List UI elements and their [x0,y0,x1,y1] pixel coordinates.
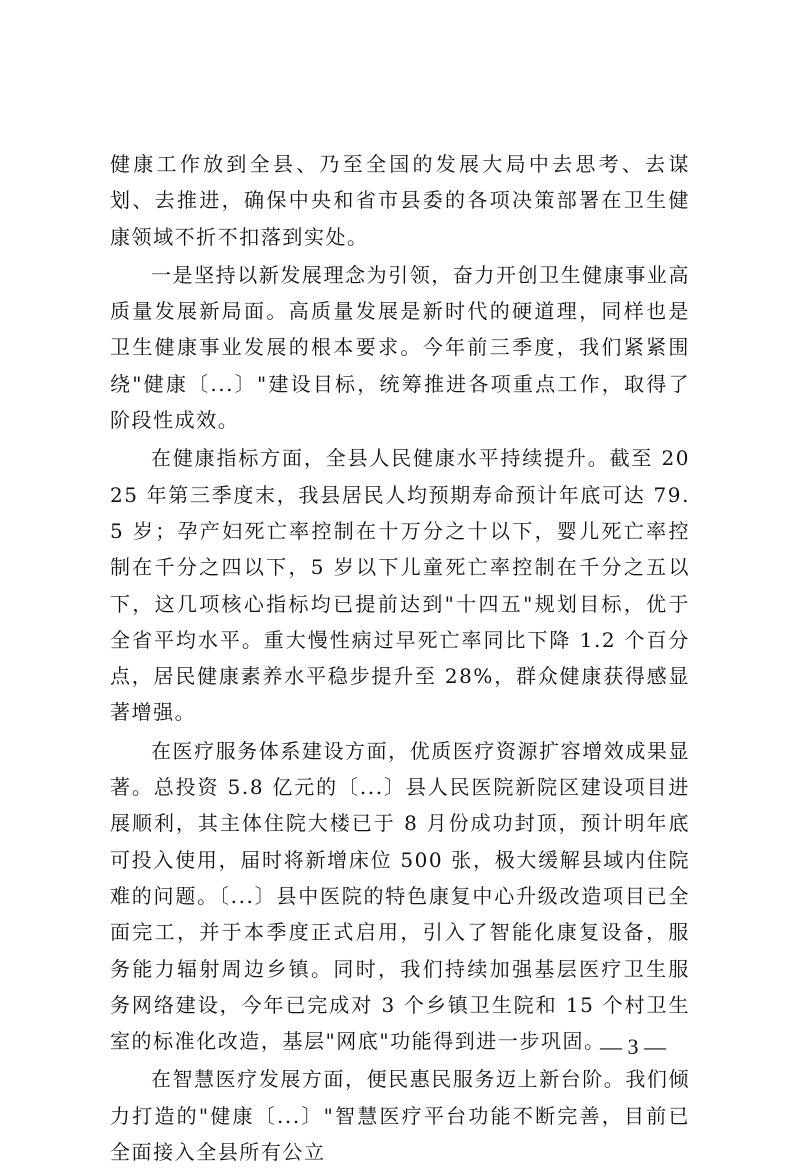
paragraph-smart-medical: 在智慧医疗发展方面，便民惠民服务迈上新台阶。我们倾力打造的"健康〔...〕"智慧医疗平台功能不断完善，目前已全面接入全县所有公立 [110,1067,690,1165]
page-number: — 3 — [600,1034,666,1059]
paragraph-health-indicators: 在健康指标方面，全县人民健康水平持续提升。截至 2025 年第三季度末，我县居民人均预期寿命预计年底可达 79.5 岁；孕产妇死亡率控制在十万分之十以下，婴儿死亡率控制在千分之四以下，5 岁以下儿童死亡率控制在千分之五以下，这几项核心指标均已提前达到"十四五"规划目标，优于全省平均水平。重大慢性病过早死亡率同比下降 1.2 个百分点，居民健康素养水平稳步提升至 28%，群众健康获得感显著增强。 [110,446,690,725]
document-body [110,146,690,1172]
paragraph-new-development-concept: 一是坚持以新发展理念为引领，奋力开创卫生健康事业高质量发展新局面。高质量发展是新时代的硬道理，同样也是卫生健康事业发展的根本要求。今年前三季度，我们紧紧围绕"健康〔...〕"建设目标，统筹推进各项重点工作，取得了阶段性成效。 [110,262,690,433]
paragraph-medical-service-system: 在医疗服务体系建设方面，优质医疗资源扩容增效成果显著。总投资 5.8 亿元的〔...〕县人民医院新院区建设项目进展顺利，其主体住院大楼已于 8 月份成功封顶，预计明年底可投入使用，届时将新增床位 500 张，极大缓解县域内住院难的问题。〔...〕县中医院的特色康复中心升级改造项目已全面完工，并于本季度正式启用，引入了智能化康复设备，服务能力辐射周边乡镇。同时，我们持续加强基层医疗卫生服务网络建设，今年已完成对 3 个乡镇卫生院和 15 个村卫生室的标准化改造，基层"网底"功能得到进一步巩固。 [110,738,690,1054]
paragraph-continuation: 健康工作放到全县、乃至全国的发展大局中去思考、去谋划、去推进，确保中央和省市县委的各项决策部署在卫生健康领域不折不扣落到实处。 [110,152,690,249]
